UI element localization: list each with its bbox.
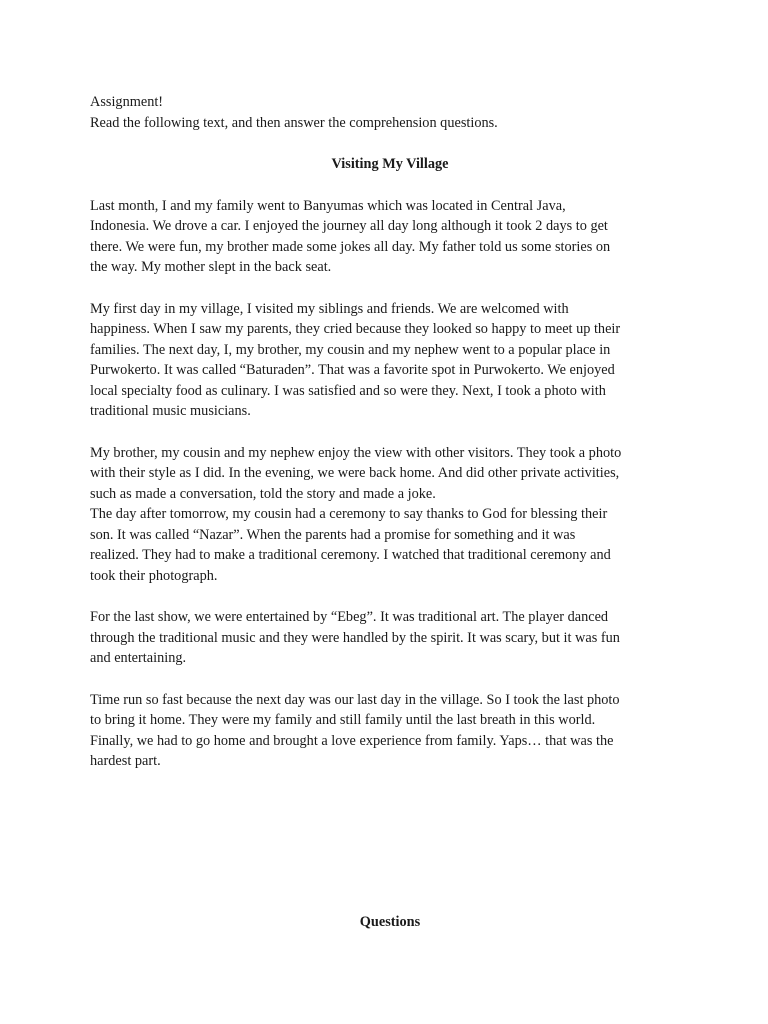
paragraph-line: My first day in my village, I visited my siblings and friends. We are welcomed with: [90, 300, 569, 317]
paragraph-line: Indonesia. We drove a car. I enjoyed the journey all day long although it took 2 days to get: [90, 218, 608, 234]
story-title: Visiting My Village: [331, 156, 449, 172]
paragraph-line: and entertaining.: [90, 650, 187, 666]
instruction-text: Read the following text, and then answer the comprehension questions.: [90, 114, 498, 131]
paragraph-1: [90, 196, 690, 278]
paragraph-line: Finally, we had to go home and brought a love experience from family. Yaps… that was the: [90, 732, 614, 749]
paragraph-line: Time run so fast because the next day was our last day in the village. So I took the last photo: [90, 691, 620, 708]
paragraph-line: The day after tomorrow, my cousin had a ceremony to say thanks to God for blessing their: [90, 506, 608, 522]
paragraph-line: to bring it home. They were my family and still family until the last breath in this world.: [90, 712, 596, 728]
paragraph-line: Last month, I and my family went to Banyumas which was located in Central Java,: [90, 197, 566, 214]
paragraph-line: took their photograph.: [90, 567, 218, 584]
paragraph-4: [90, 504, 690, 586]
questions-heading: Questions: [359, 914, 421, 930]
paragraph-line: there. We were fun, my brother made some jokes all day. My father told us some stories on: [90, 238, 611, 255]
paragraph-6: [90, 690, 690, 772]
paragraph-line: local specialty food as culinary. I was satisfied and so were they. Next, I took a photo with: [90, 382, 606, 399]
paragraph-line: My brother, my cousin and my nephew enjoy the view with other visitors. They took a photo: [90, 444, 622, 461]
paragraph-5: [90, 607, 690, 669]
paragraph-3: [90, 443, 690, 505]
paragraph-line: traditional music musicians.: [90, 403, 251, 419]
assignment-label: Assignment!: [90, 94, 164, 110]
paragraph-line: Purwokerto. It was called “Baturaden”. That was a favorite spot in Purwokerto. We enjoyed: [90, 362, 615, 378]
paragraph-line: the way. My mother slept in the back seat.: [90, 259, 332, 275]
paragraph-line: hardest part.: [90, 753, 161, 769]
paragraph-line: with their style as I did. In the evening, we were back home. And did other private activities,: [90, 465, 620, 481]
paragraph-line: For the last show, we were entertained by “Ebeg”. It was traditional art. The player danced: [90, 609, 609, 625]
paragraph-line: through the traditional music and they were handled by the spirit. It was scary, but it was fun: [90, 629, 620, 646]
paragraph-2: [90, 299, 690, 422]
paragraph-line: realized. They had to make a traditional ceremony. I watched that traditional ceremony and: [90, 547, 611, 563]
paragraph-line: such as made a conversation, told the story and made a joke.: [90, 485, 436, 502]
paragraph-line: happiness. When I saw my parents, they cried because they looked so happy to meet up their: [90, 321, 621, 337]
paragraph-line: son. It was called “Nazar”. When the parents had a promise for something and it was: [90, 526, 576, 543]
paragraph-line: families. The next day, I, my brother, my cousin and my nephew went to a popular place in: [90, 341, 611, 358]
document-page: [90, 92, 690, 930]
